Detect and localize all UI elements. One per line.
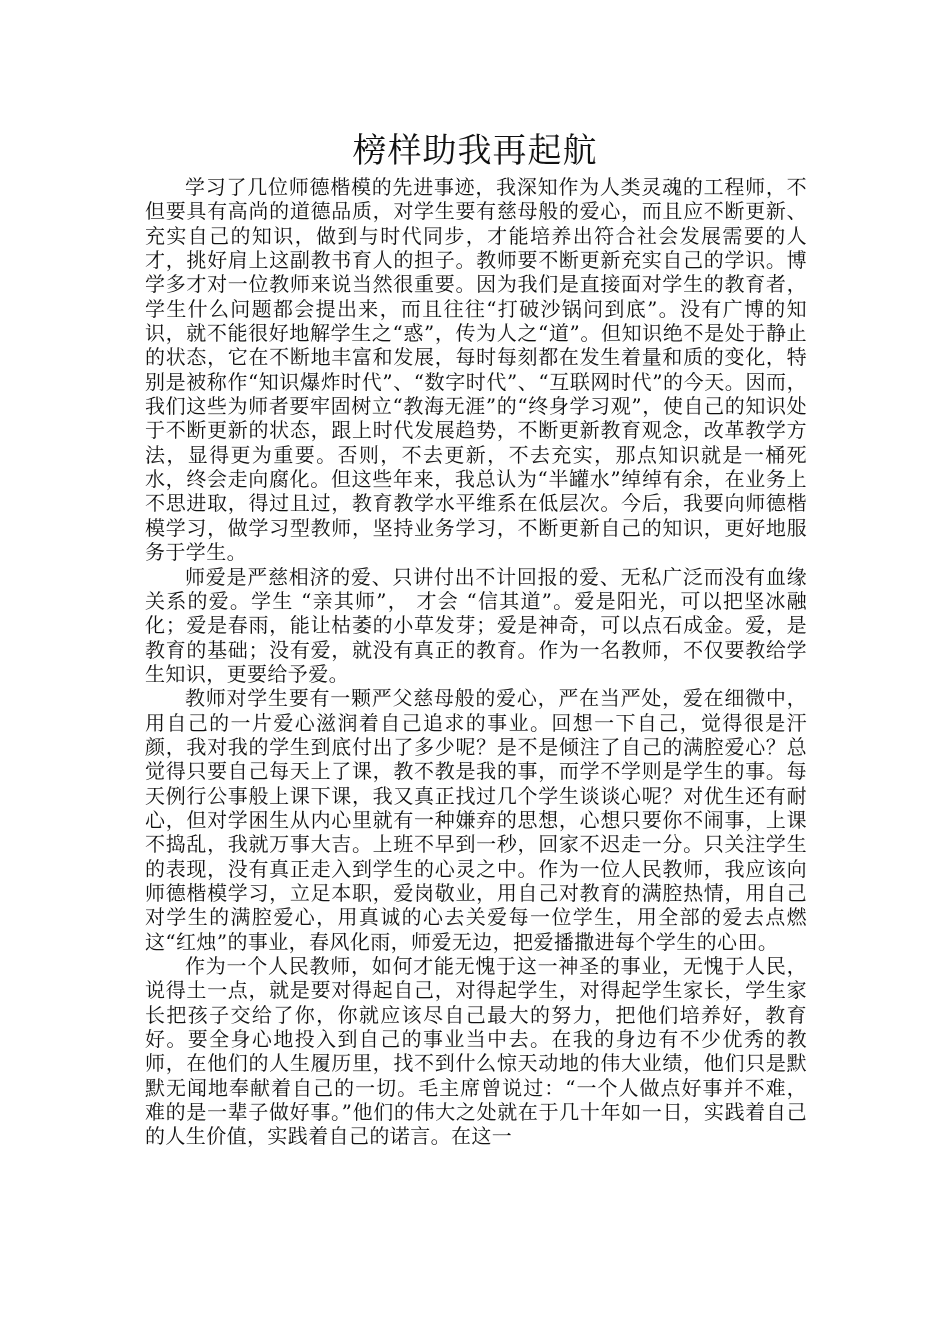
document-body	[145, 175, 807, 1149]
document-title: 榜样助我再起航	[352, 131, 598, 171]
paragraph-3: 教师对学生要有一颗严父慈母般的爱心，严在当严处，爱在细微中，用自己的一片爱心滋润着自己追求的事业。回想一下自己，觉得很是汗颜，我对我的学生到底付出了多少呢？是不是倾注了自己的满腔爱心？总觉得只要自己每天上了课，教不教是我的事，而学不学则是学生的事。每天例行公事般上课下课，我又真正找过几个学生谈谈心呢？对优生还有耐心，但对学困生从内心里就有一种嫌弃的思想，心想只要你不闹事，上课不捣乱，我就万事大吉。上班不早到一秒，回家不迟走一分。只关注学生的表现，没有真正走入到学生的心灵之中。作为一位人民教师，我应该向师德楷模学习，立足本职，爱岗敬业，用自己对教育的满腔热情，用自己对学生的满腔爱心，用真诚的心去关爱每一位学生，用全部的爱去点燃这“红烛”的事业，春风化雨，师爱无边，把爱播撒进每个学生的心田。	[145, 686, 807, 954]
paragraph-4: 作为一个人民教师，如何才能无愧于这一神圣的事业，无愧于人民，说得土一点，就是要对得起自己，对得起学生，对得起学生家长，学生家长把孩子交给了你，你就应该尽自己最大的努力，把他们培养好，教育好。要全身心地投入到自己的事业当中去。在我的身边有不少优秀的教师，在他们的人生履历里，找不到什么惊天动地的伟大业绩，他们只是默默无闻地奉献着自己的一切。毛主席曾说过：“一个人做点好事并不难，难的是一辈子做好事。”他们的伟大之处就在于几十年如一日，实践着自己的人生价值，实践着自己的诺言。在这一	[145, 954, 807, 1149]
paragraph-2: 师爱是严慈相济的爱、只讲付出不计回报的爱、无私广泛而没有血缘关系的爱。学生 “亲其师”， 才会 “信其道”。爱是阳光，可以把坚冰融化；爱是春雨，能让枯萎的小草发芽；爱是神奇，可以点石成金。爱，是教育的基础；没有爱，就没有真正的教育。作为一名教师，不仅要教给学生知识，更要给予爱。	[145, 564, 807, 686]
paragraph-1: 学习了几位师德楷模的先进事迹，我深知作为人类灵魂的工程师，不但要具有高尚的道德品质，对学生要有慈母般的爱心，而且应不断更新、充实自己的知识，做到与时代同步，才能培养出符合社会发展需要的人才，挑好肩上这副教书育人的担子。教师要不断更新充实自己的学识。博学多才对一位教师来说当然很重要。因为我们是直接面对学生的教育者，学生什么问题都会提出来，而且往往“打破沙锅问到底”。没有广博的知识，就不能很好地解学生之“惑”，传为人之“道”。但知识绝不是处于静止的状态，它在不断地丰富和发展，每时每刻都在发生着量和质的变化，特别是被称作“知识爆炸时代”、“数字时代”、“互联网时代”的今天。因而，我们这些为师者要牢固树立“教海无涯”的“终身学习观”，使自己的知识处于不断更新的状态，跟上时代发展趋势，不断更新教育观念，改革教学方法，显得更为重要。否则，不去更新，不去充实，那点知识就是一桶死水，终会走向腐化。但这些年来，我总认为“半罐水”绰绰有余，在业务上不思进取，得过且过，教育教学水平维系在低层次。今后，我要向师德楷模学习，做学习型教师，坚持业务学习，不断更新自己的知识，更好地服务于学生。	[145, 175, 807, 565]
